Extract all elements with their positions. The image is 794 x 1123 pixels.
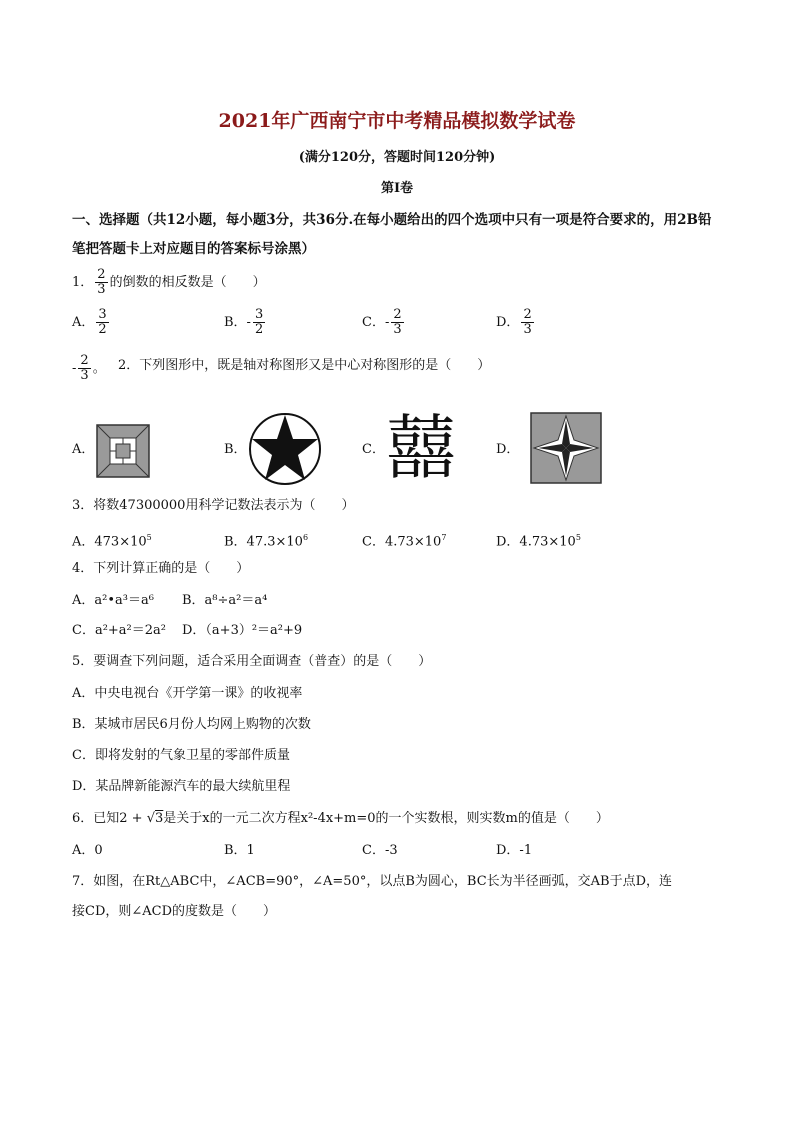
q5-option-b: B．某城市居民6月份人均网上购物的次数 <box>72 717 311 732</box>
q6-option-b: B．1 <box>224 843 255 858</box>
q1-fraction: $\frac{2}{3}$ <box>97 267 106 297</box>
octagram-square-figure <box>530 412 602 484</box>
q1-option-c: C．- $\frac{2}{3}$ <box>362 307 402 337</box>
stray-fraction: - $\frac{2}{3}$ 。 <box>72 353 106 383</box>
q2-option-a-label: A． <box>72 442 95 457</box>
volume-label: 第Ⅰ卷 <box>380 181 414 196</box>
section-instructions: 一、选择题（共12小题，每小题3分，共36分.在每小题给出的四个选项中只有一项是符合要求的，用2B铅笔把答题卡上对应题目的答案标号涂黑） <box>72 212 712 257</box>
star-in-circle-figure <box>248 412 322 486</box>
q4-option-d: D．（a+3）²＝a²+9 <box>182 623 303 638</box>
q5-option-c: C．即将发射的气象卫星的零部件质量 <box>72 748 290 763</box>
question-3: 3．将数47300000用科学记数法表示为（ ） <box>72 498 355 513</box>
q2-option-b-label: B． <box>224 442 247 457</box>
q1-option-b: B．- $\frac{3}{2}$ <box>224 307 264 337</box>
question-5: 5．要调查下列问题，适合采用全面调查（普查）的是（ ） <box>72 654 432 669</box>
q6-option-a: A．0 <box>72 843 103 858</box>
q1-number: 1． <box>72 275 94 290</box>
q2-option-d-label: D． <box>496 442 520 457</box>
q4-option-b: B．a⁸÷a²＝a⁴ <box>182 593 268 608</box>
q2-option-c-label: C． <box>362 442 385 457</box>
question-7-line-1: 7．如图，在Rt△ABC中，∠ACB=90°，∠A=50°，以点B为圆心，BC长为半径画弧，交AB于点D，连 <box>72 874 672 889</box>
q4-option-c: C．a²+a²＝2a² <box>72 623 166 638</box>
q6-option-d: D．-1 <box>496 843 533 858</box>
question-6: 6．已知2 + √3是关于x的一元二次方程x²-4x+m=0的一个实数根，则实数m的值是（ ） <box>72 811 609 826</box>
q1-option-a: A． $\frac{3}{2}$ <box>72 307 107 337</box>
q1-option-d: D． $\frac{2}{3}$ <box>496 307 532 337</box>
question-7-line-2: 接CD，则∠ACD的度数是（ ） <box>72 904 277 919</box>
q3-option-b: B．$47.3\times 10^6$ <box>224 533 309 550</box>
q5-option-a: A．中央电视台《开学第一课》的收视率 <box>72 686 303 701</box>
q1-text: 的倒数的相反数是（ ） <box>109 275 266 290</box>
q6-option-c: C．-3 <box>362 843 398 858</box>
q5-option-d: D．某品牌新能源汽车的最大续航里程 <box>72 779 291 794</box>
q3-option-a: A．$473\times 10^5$ <box>72 533 152 550</box>
question-1 <box>72 268 266 297</box>
page-title: 2021年广西南宁市中考精品模拟数学试卷 <box>218 110 576 132</box>
question-4: 4．下列计算正确的是（ ） <box>72 561 250 576</box>
question-2: 2．下列图形中，既是轴对称图形又是中心对称图形的是（ ） <box>118 358 491 373</box>
sqrt-symbol: √3 <box>146 811 164 826</box>
exam-subtitle: (满分120分，答题时间120分钟) <box>298 150 496 165</box>
q3-option-d: D．$4.73\times 10^5$ <box>496 533 581 550</box>
q4-option-a: A．a²•a³＝a⁶ <box>72 593 154 608</box>
q3-option-c: C．$4.73\times 10^7$ <box>362 533 447 550</box>
double-happiness-figure: 囍 <box>386 407 456 489</box>
pinwheel-square-figure <box>96 424 150 478</box>
